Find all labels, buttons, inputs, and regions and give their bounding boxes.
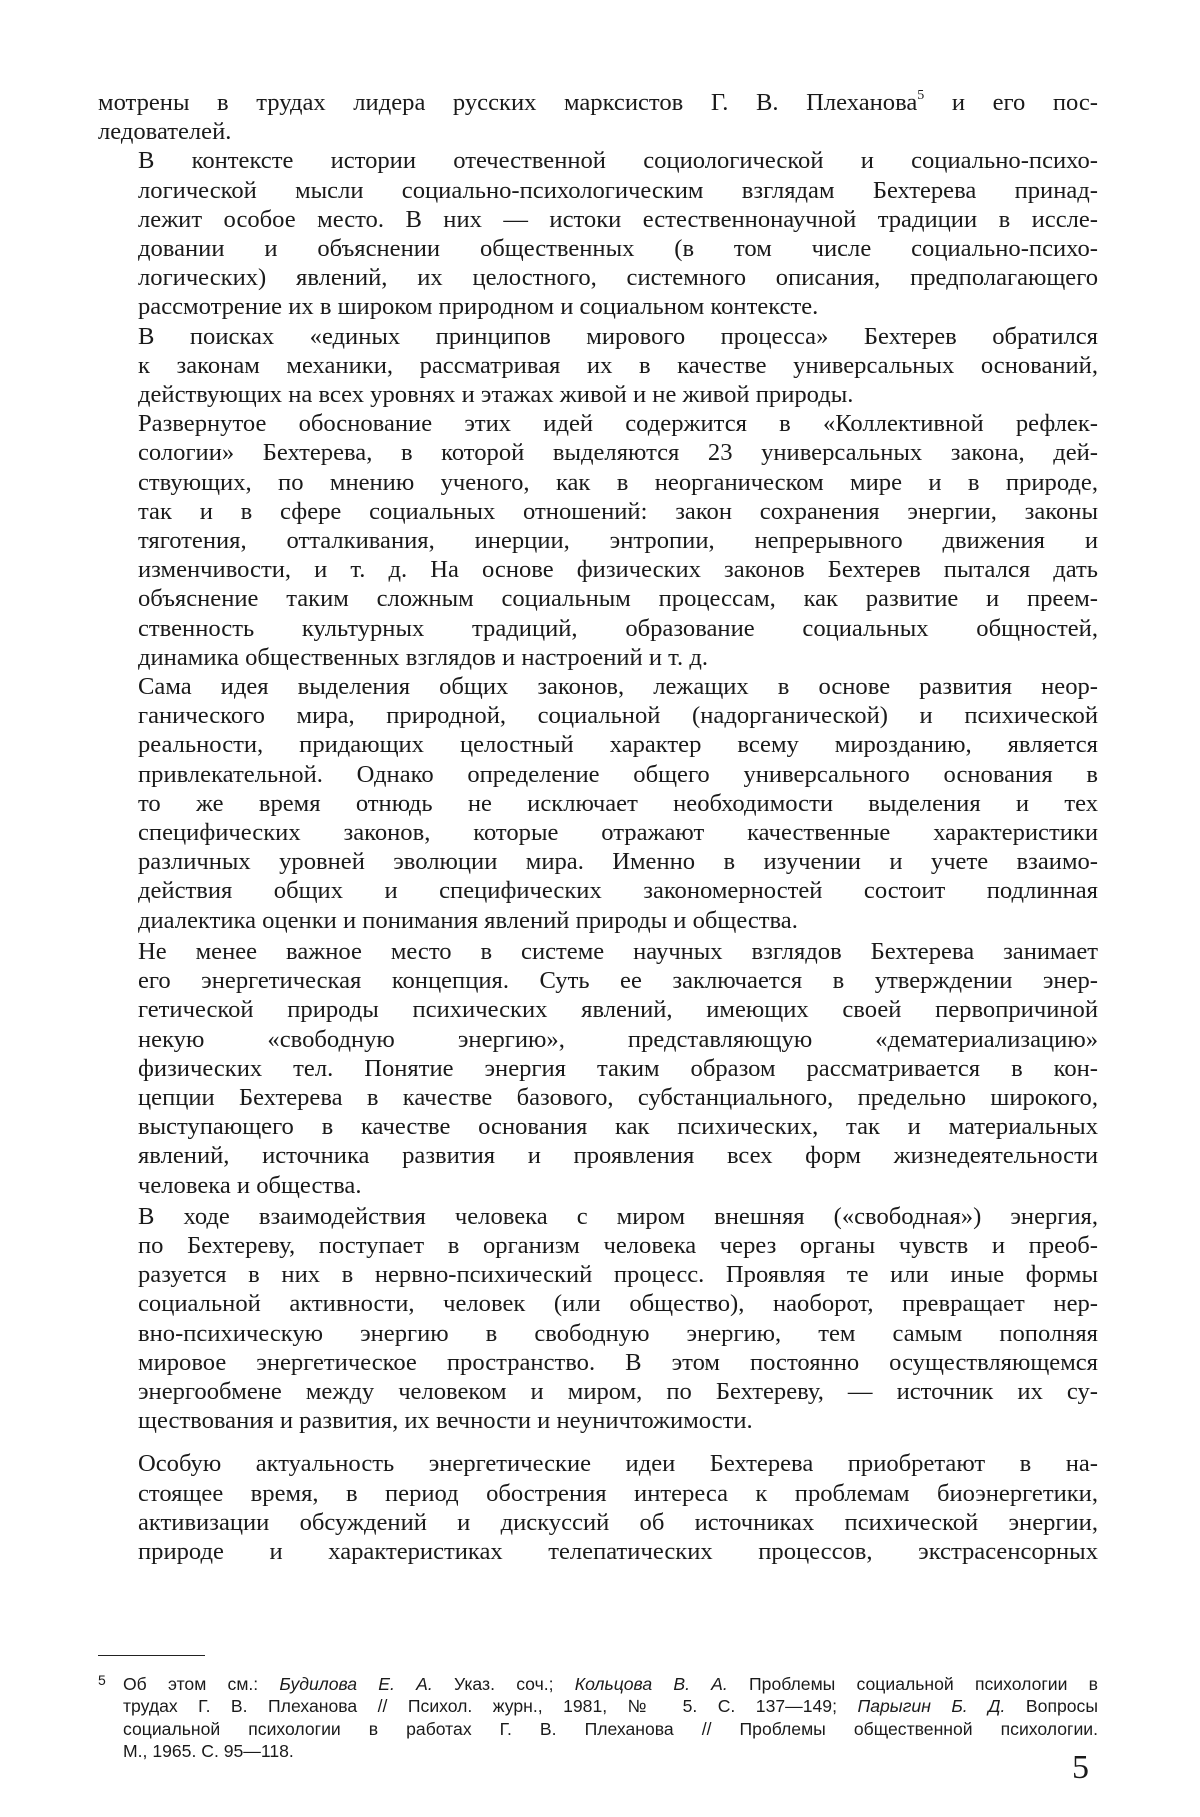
text-line: ществования и развития, их вечности и неуничтожимости.	[138, 1407, 753, 1435]
paragraph-continuation	[98, 88, 1098, 146]
paragraph	[98, 409, 1098, 672]
text-line: Особую актуальность энергетические идеи Бехтерева приобретают в на-	[138, 1450, 1098, 1478]
text-line: физических тел. Понятие энергия таким образом рассматривается в кон-	[138, 1054, 1098, 1082]
text-line: стоящее время, в период обострения интереса к проблемам биоэнергетики,	[138, 1479, 1098, 1507]
text-line: диалектика оценки и понимания явлений природы и общества.	[138, 906, 798, 934]
text-line: действия общих и специфических закономерностей состоит подлинная	[138, 877, 1098, 905]
text-line: его энергетическая концепция. Суть ее заключается в утверждении энер-	[138, 967, 1098, 995]
text-line: социальной активности, человек (или общество), наоборот, превращает нер-	[138, 1290, 1098, 1318]
text-line: выступающего в качестве основания как психических, так и материальных	[138, 1113, 1098, 1141]
footnote-line: трудах Г. В. Плеханова // Психол. журн., 1981, № 5. С. 137—149; Парыгин Б. Д. Вопросы	[123, 1696, 1098, 1717]
footnote-divider	[98, 1655, 205, 1656]
text-line: цепции Бехтерева в качестве базового, субстанциального, предельно широкого,	[138, 1083, 1098, 1111]
text-line: В поисках «единых принципов мирового процесса» Бехтерев обратился	[138, 322, 1098, 350]
paragraph	[98, 1202, 1098, 1436]
text-line: по Бехтереву, поступает в организм человека через органы чувств и преоб-	[138, 1231, 1098, 1259]
footnote-text	[123, 1673, 1098, 1763]
text-line: ствующих, по мнению ученого, как в неорганическом мире и в природе,	[138, 468, 1098, 496]
text-line: то же время отнюдь не исключает необходимости выделения и тех	[138, 789, 1098, 817]
text-line: В контексте истории отечественной социологической и социально-психо-	[138, 147, 1098, 175]
text-line: логических) явлений, их целостного, системного описания, предполагающего	[138, 264, 1098, 292]
footnote-line: М., 1965. С. 95—118.	[123, 1741, 294, 1762]
author-name: Парыгин Б. Д.	[857, 1696, 1006, 1717]
paragraph	[98, 937, 1098, 1200]
text-line: энергообмене между человеком и миром, по Бехтереву, — источник их су-	[138, 1377, 1098, 1405]
footnote	[98, 1673, 1098, 1763]
text-line: ственность культурных традиций, образование социальных общностей,	[138, 614, 1098, 642]
footnote-number: 5	[98, 1672, 106, 1688]
text-line: логической мысли социально-психологическим взглядам Бехтерева принад-	[138, 176, 1098, 204]
text-line: вно-психическую энергию в свободную энергию, тем самым пополняя	[138, 1319, 1098, 1347]
text-line: В ходе взаимодействия человека с миром внешняя («свободная») энергия,	[138, 1202, 1098, 1230]
text-line: Не менее важное место в системе научных взглядов Бехтерева занимает	[138, 937, 1098, 965]
text-line: рассмотрение их в широком природном и социальном контексте.	[138, 293, 819, 321]
text-line: объяснение таким сложным социальным процессам, как развитие и преем-	[138, 585, 1098, 613]
text-line: ганического мира, природной, социальной (надорганической) и психической	[138, 702, 1098, 730]
text-line: мотрены в трудах лидера русских марксистов Г. В. Плеханова$^5$ и его пос-	[98, 88, 1098, 116]
text-line: Сама идея выделения общих законов, лежащих в основе развития неор-	[138, 673, 1098, 701]
text-line: лежит особое место. В них — истоки естественнонаучной традиции в иссле-	[138, 205, 1098, 233]
author-name: Кольцова В. А.	[574, 1674, 728, 1694]
text-line: разуется в них в нервно-психический процесс. Проявляя те или иные формы	[138, 1261, 1098, 1289]
paragraph	[98, 322, 1098, 410]
text-line: различных уровней эволюции мира. Именно в изучении и учете взаимо-	[138, 848, 1098, 876]
text-line: мировое энергетическое пространство. В этом постоянно осуществляющемся	[138, 1348, 1098, 1376]
text-line: изменчивости, и т. д. На основе физических законов Бехтерев пытался дать	[138, 556, 1098, 584]
text-line: гетической природы психических явлений, имеющих своей первопричиной	[138, 996, 1098, 1024]
text-line: динамика общественных взглядов и настроений и т. д.	[138, 643, 709, 671]
footnote-line: социальной психологии в работах Г. В. Плеханова // Проблемы общественной психологии.	[123, 1718, 1098, 1739]
author-name: Будилова Е. А.	[279, 1674, 433, 1694]
text-line: явлений, источника развития и проявления всех форм жизнедеятельности	[138, 1142, 1098, 1170]
text-line: человека и общества.	[138, 1171, 362, 1199]
paragraph	[98, 1449, 1098, 1566]
footnote-line: Об этом см.: Будилова Е. А. Указ. соч.; Кольцова В. А. Проблемы социальной психологии в	[123, 1674, 1098, 1694]
page-number: 5	[1072, 1749, 1089, 1786]
text-line: сологии» Бехтерева, в которой выделяются 23 универсальных закона, дей-	[138, 439, 1098, 467]
text-line: реальности, придающих целостный характер всему мирозданию, является	[138, 731, 1098, 759]
text-line: некую «свободную энергию», представляющую «дематериализацию»	[138, 1025, 1098, 1053]
text-line: к законам механики, рассматривая их в качестве универсальных оснований,	[138, 351, 1098, 379]
text-line: привлекательной. Однако определение общего универсального основания в	[138, 760, 1098, 788]
text-line: природе и характеристиках телепатических процессов, экстрасенсорных	[138, 1537, 1098, 1565]
text-line: действующих на всех уровнях и этажах живой и не живой природы.	[138, 381, 854, 409]
footnote-reference[interactable]: 5	[917, 88, 925, 103]
text-line: специфических законов, которые отражают качественные характеристики	[138, 819, 1098, 847]
text-line: ледователей.	[98, 118, 232, 146]
text-line: тяготения, отталкивания, инерции, энтропии, непрерывного движения и	[138, 527, 1098, 555]
page-body	[98, 88, 1098, 1566]
text-line: так и в сфере социальных отношений: закон сохранения энергии, законы	[138, 497, 1098, 525]
text-line: довании и объяснении общественных (в том числе социально-психо-	[138, 235, 1098, 263]
paragraph	[98, 672, 1098, 935]
text-line: Развернутое обоснование этих идей содержится в «Коллективной рефлек-	[138, 410, 1098, 438]
text-line: активизации обсуждений и дискуссий об источниках психической энергии,	[138, 1508, 1098, 1536]
paragraph	[98, 146, 1098, 321]
